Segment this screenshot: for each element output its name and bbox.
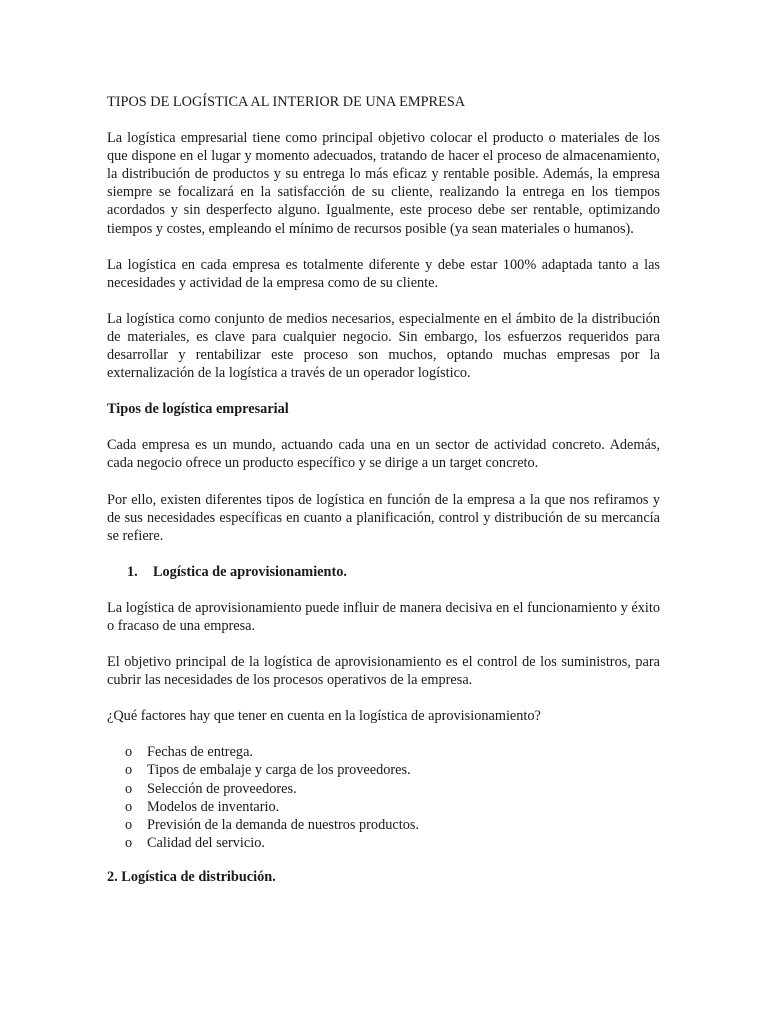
intro-paragraph-1: La logística empresarial tiene como principal objetivo colocar el producto o materiales de los que dispone en el lugar y momento adecuados, tratando de hacer el proceso de almacenamiento, la distribución de productos y su entrega lo más eficaz y rentable posible. Además, la empresa siempre se focalizará en la satisfacción de su cliente, realizando la entrega en los tiempos acordados y sin desperfecto alguno. Igualmente, este proceso debe ser rentable, optimizando tiempos y costes, empleando el mínimo de recursos posible (ya sean materiales o humanos). xyxy=(107,130,660,237)
bullet-marker: o xyxy=(125,780,133,797)
list-item-text: Calidad del servicio. xyxy=(147,834,265,851)
subsection-1-heading xyxy=(107,563,660,581)
document-title: TIPOS DE LOGÍSTICA AL INTERIOR DE UNA EMPRESA xyxy=(107,94,466,110)
bullet-marker: o xyxy=(125,816,133,833)
intro-paragraph-2: La logística en cada empresa es totalmente diferente y debe estar 100% adaptada tanto a las necesidades y actividad de la empresa como de su cliente. xyxy=(107,256,660,291)
list-item-text: Modelos de inventario. xyxy=(147,798,280,815)
subsection-1-title: Logística de aprovisionamiento. xyxy=(153,563,347,580)
sub1-paragraph-1: La logística de aprovisionamiento puede influir de manera decisiva en el funcionamiento y éxito o fracaso de una empresa. xyxy=(107,599,660,634)
list-item-text: Fechas de entrega. xyxy=(147,744,253,761)
intro-paragraph-3: La logística como conjunto de medios necesarios, especialmente en el ámbito de la distribución de materiales, es clave para cualquier negocio. Sin embargo, los esfuerzos requeridos para desarrollar y rentabilizar este proceso son muchos, optando muchas empresas por la externalización de la logística a través de un operador logístico. xyxy=(107,310,660,382)
bullet-marker: o xyxy=(125,798,133,815)
list-item xyxy=(107,834,660,852)
list-item-text: Selección de proveedores. xyxy=(147,780,297,797)
subsection-1-number: 1. xyxy=(127,563,138,580)
factors-list xyxy=(107,743,660,852)
list-item xyxy=(107,816,660,834)
types-paragraph-1: Cada empresa es un mundo, actuando cada una en un sector de actividad concreto. Además, cada negocio ofrece un producto específico y se dirige a un target concreto. xyxy=(107,437,660,472)
types-paragraph-2: Por ello, existen diferentes tipos de logística en función de la empresa a la que nos refiramos y de sus necesidades específicas en cuanto a planificación, control y distribución de su mercancía se refiere. xyxy=(107,491,660,544)
list-item xyxy=(107,743,660,761)
bullet-marker: o xyxy=(125,834,133,851)
subsection-2-heading: 2. Logística de distribución. xyxy=(107,868,276,885)
sub1-paragraph-2: El objetivo principal de la logística de aprovisionamiento es el control de los suministros, para cubrir las necesidades de los procesos operativos de la empresa. xyxy=(107,654,660,689)
bullet-marker: o xyxy=(125,744,133,761)
list-item-text: Tipos de embalaje y carga de los proveedores. xyxy=(147,762,411,779)
bullet-marker: o xyxy=(125,762,133,779)
document-page xyxy=(107,93,660,904)
list-item xyxy=(107,798,660,816)
sub1-question: ¿Qué factores hay que tener en cuenta en la logística de aprovisionamiento? xyxy=(107,708,541,725)
list-item xyxy=(107,761,660,779)
section-heading: Tipos de logística empresarial xyxy=(107,401,289,418)
list-item xyxy=(107,780,660,798)
list-item-text: Previsión de la demanda de nuestros productos. xyxy=(147,816,419,833)
